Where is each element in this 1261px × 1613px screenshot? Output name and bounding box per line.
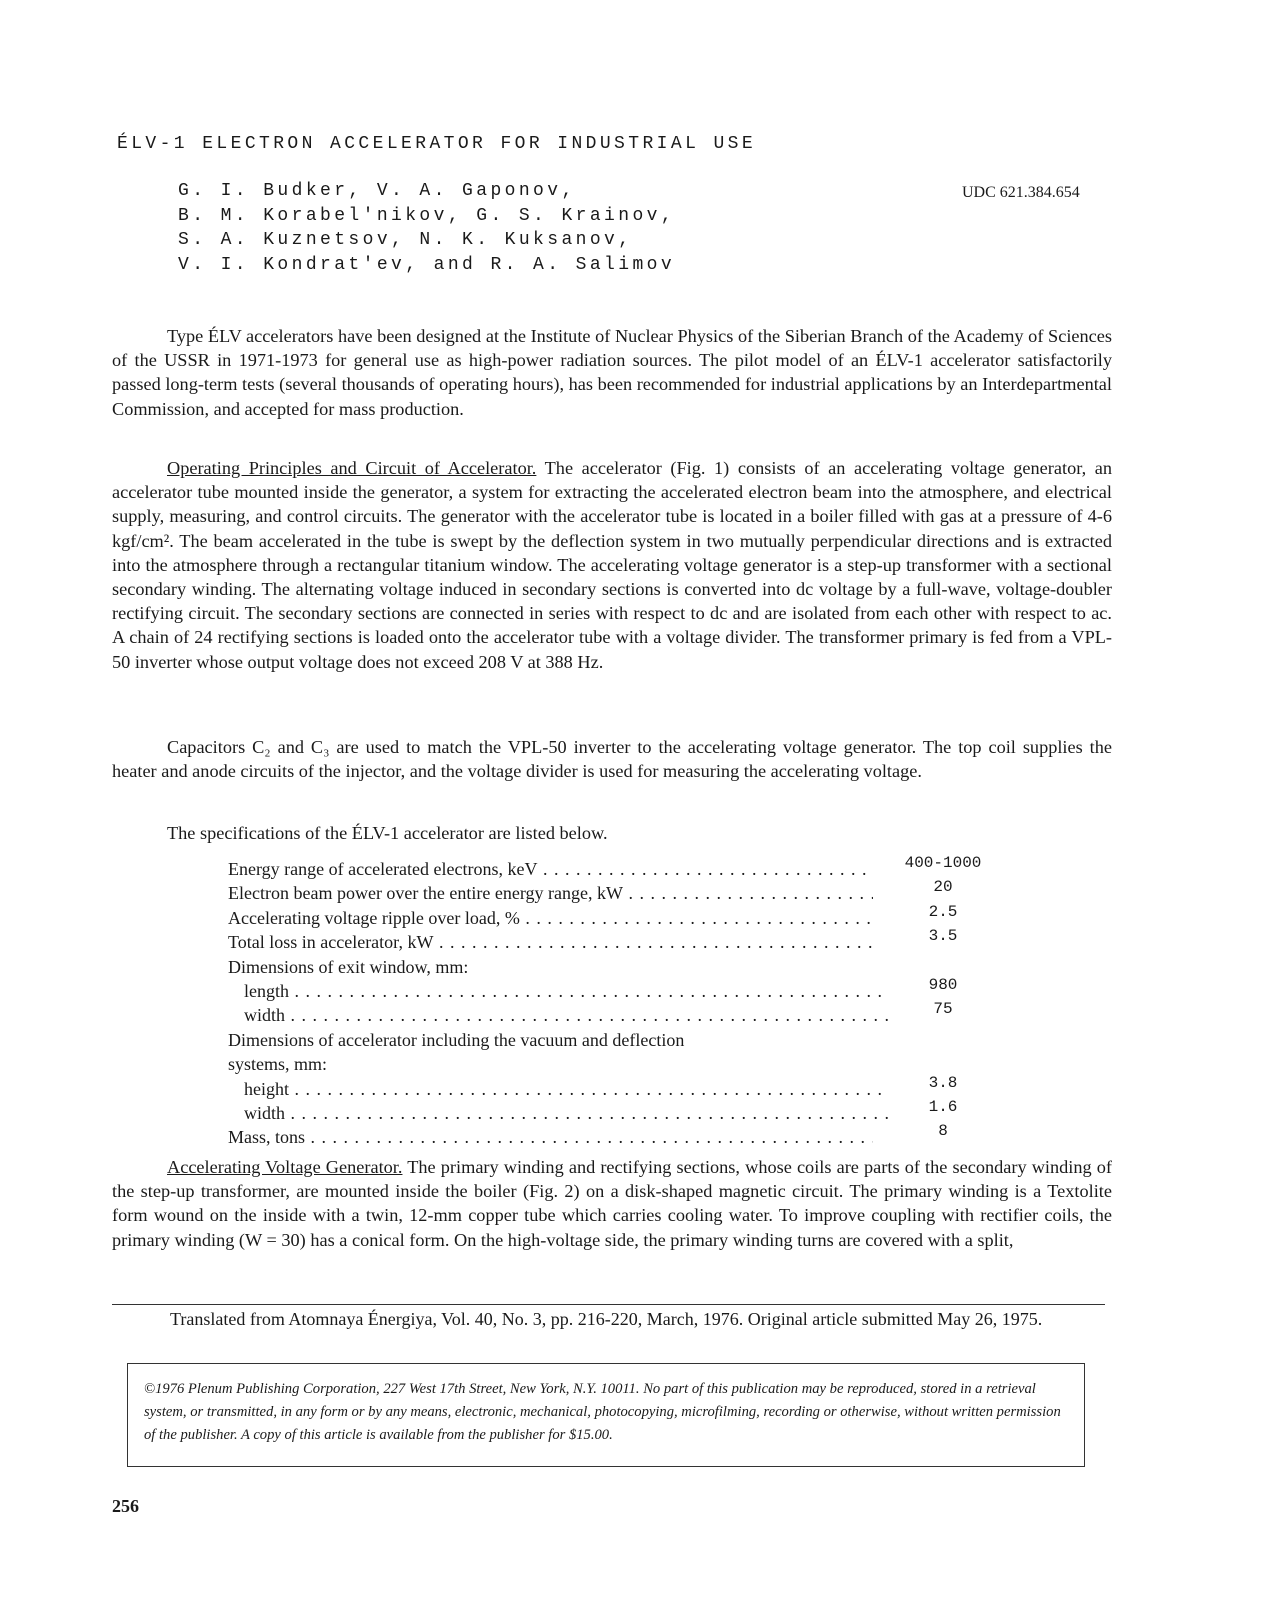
copyright-notice: ©1976 Plenum Publishing Corporation, 227 West 17th Street, New York, N.Y. 10011. No part of this publication may be reproduced, stored in a retrieval system, or transmitted, in any form or by any means, electronic, mechanical, photocopying, microfilming, recording or otherwise, without written permission of the publisher. A copy of this article is available from the publisher for $15.00.	[144, 1381, 1061, 1443]
spec-label: systems, mm:	[228, 1054, 328, 1075]
spec-row	[228, 1052, 1008, 1076]
author-line: V. I. Kondrat'ev, and R. A. Salimov	[178, 254, 676, 275]
spec-row	[228, 1000, 1008, 1027]
spec-row	[228, 1073, 1008, 1101]
spec-label: Mass, tons . . .	[228, 1125, 873, 1149]
spec-value: 20	[933, 878, 953, 897]
spec-label: Dimensions of exit window, mm:	[228, 956, 469, 977]
copyright-box	[127, 1363, 1085, 1467]
generator-text: The primary winding and rectifying sections, whose coils are parts of the secondary winding of the step-up transformer, are mounted inside the boiler (Fig. 2) on a disk-shaped magnetic circuit. The primary winding is a Textolite form wound on the inside with a twin, 12-mm copper tube which carries cooling water. To improve coupling with rectifier coils, the primary winding (W = 30) has a conical form. On the high-voltage side, the primary winding turns are covered with a split,	[112, 1157, 1112, 1250]
spec-value: 3.8	[928, 1073, 958, 1092]
generator-paragraph	[112, 1155, 1112, 1252]
author-line: B. M. Korabel'nikov, G. S. Krainov,	[178, 205, 676, 226]
author-list	[178, 179, 675, 277]
principles-paragraph	[112, 456, 1112, 674]
spec-label: height . . .	[228, 1077, 889, 1101]
capacitors-paragraph: Capacitors C₂ and C₃ are used to match the VPL-50 inverter to the accelerating voltage generator. The top coil supplies the heater and anode circuits of the injector, and the voltage divider is used for measuring the accelerating voltage.	[112, 737, 1112, 782]
spec-label: length . . .	[228, 979, 889, 1003]
author-line: G. I. Budker, V. A. Gaponov,	[178, 181, 576, 201]
spec-value: 400-1000	[904, 854, 982, 872]
footnote-divider	[112, 1304, 1105, 1305]
intro-paragraph: Type ÉLV accelerators have been designed at the Institute of Nuclear Physics of the Siberian Branch of the Academy of Sciences of the USSR in 1971-1973 for general use as high-power radiation sources. The pilot model of an ÉLV-1 accelerator satisfactorily passed long-term tests (several thousands of operating hours), has been recommended for industrial applications by an Interdepartmental Commission, and accepted for mass production.	[112, 326, 1112, 419]
spec-label: Dimensions of accelerator including the vacuum and deflection	[228, 1029, 685, 1050]
spec-label: Energy range of accelerated electrons, keV . . .	[228, 857, 873, 881]
generator-heading: Accelerating Voltage Generator.	[167, 1157, 403, 1177]
author-line: S. A. Kuznetsov, N. K. Kuksanov,	[178, 230, 633, 250]
article-title: ÉLV-1 ELECTRON ACCELERATOR FOR INDUSTRIAL USE	[117, 134, 757, 154]
spec-value: 2.5	[928, 902, 958, 921]
spec-row	[228, 878, 1008, 905]
principles-heading: Operating Principles and Circuit of Accelerator.	[167, 458, 537, 478]
spec-row	[228, 1097, 1008, 1125]
spec-value: 8	[938, 1122, 948, 1141]
specification-list	[228, 854, 1008, 1150]
spec-value: 980	[928, 975, 958, 994]
udc-code: UDC 621.384.654	[962, 184, 1080, 201]
spec-row	[228, 955, 1008, 979]
spec-row	[228, 1122, 1008, 1149]
spec-value: 3.5	[928, 927, 958, 946]
spec-label: width . . .	[228, 1101, 889, 1125]
principles-text: The accelerator (Fig. 1) consists of an accelerating voltage generator, an accelerator tube mounted inside the generator, a system for extracting the accelerated electron beam into the atmosphere, and electrical supply, measuring, and control circuits. The generator with the accelerator tube is located in a boiler filled with gas at a pressure of 4-6 kgf/cm². The beam accelerated in the tube is swept by the deflection system in two mutually perpendicular directions and is extracted into the atmosphere through a rectangular titanium window. The accelerating voltage generator is a step-up transformer with a sectional secondary winding. The alternating voltage induced in secondary sections is converted into dc voltage by a full-wave, voltage-doubler rectifying circuit. The secondary sections are connected in series with respect to dc and are isolated from each other with respect to ac. A chain of 24 rectifying sections is loaded onto the accelerator tube with a voltage divider. The transformer primary is fed from a VPL-50 inverter whose output voltage does not exceed 208 V at 388 Hz.	[112, 458, 1112, 672]
spec-row	[228, 1028, 1008, 1052]
spec-row	[228, 854, 1008, 881]
spec-label: Total loss in accelerator, kW . . .	[228, 930, 873, 954]
spec-value: 75	[933, 1000, 953, 1019]
spec-label: width . . .	[228, 1003, 889, 1027]
translation-footnote: Translated from Atomnaya Énergiya, Vol. 40, No. 3, pp. 216-220, March, 1976. Original article submitted May 26, 1975.	[170, 1309, 1043, 1329]
page-number: 256	[112, 1496, 139, 1516]
spec-value: 1.6	[928, 1097, 958, 1116]
spec-intro: The specifications of the ÉLV-1 accelerator are listed below.	[167, 823, 608, 843]
spec-row	[228, 902, 1008, 930]
spec-row	[228, 927, 1008, 954]
spec-label: Electron beam power over the entire energy range, kW . . .	[228, 881, 873, 905]
spec-label: Accelerating voltage ripple over load, % . . .	[228, 906, 873, 930]
spec-row	[228, 975, 1008, 1003]
